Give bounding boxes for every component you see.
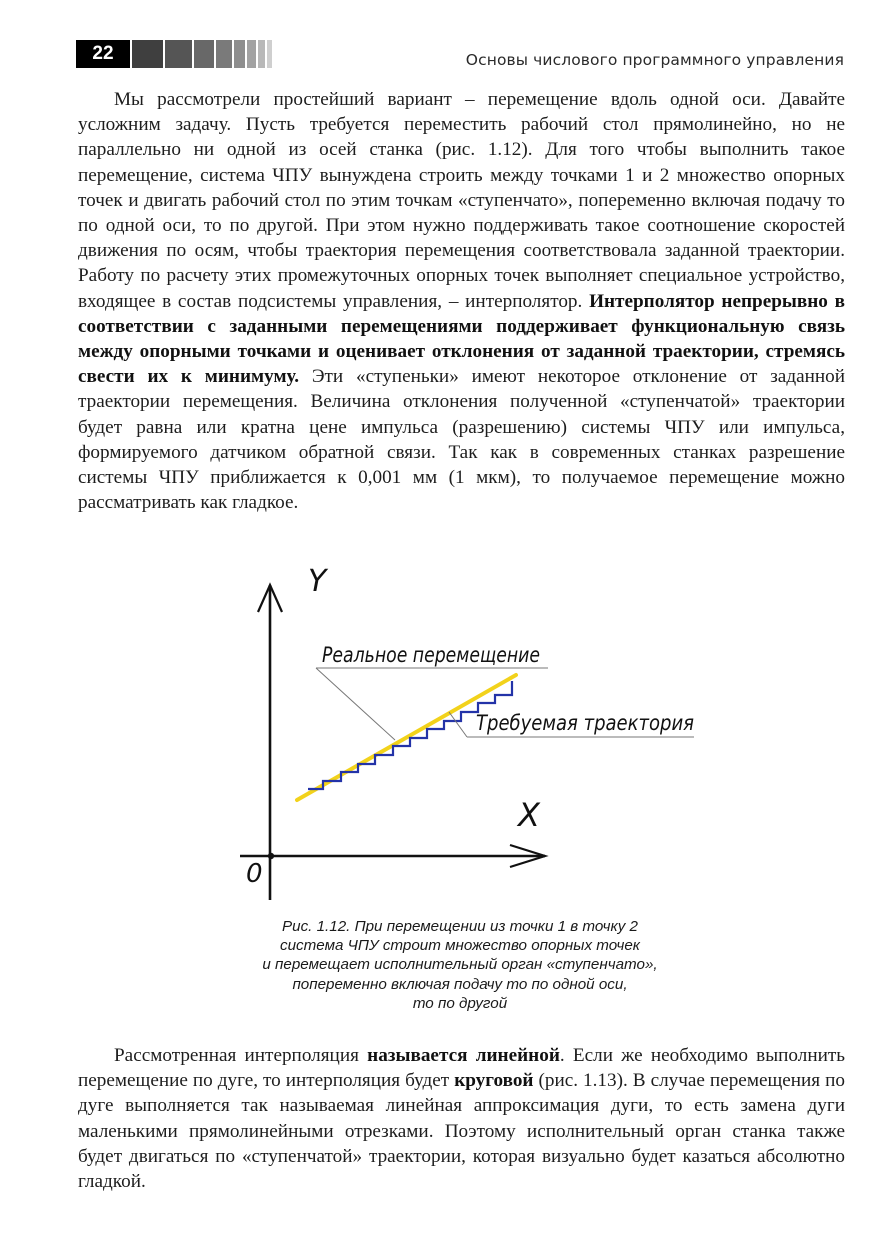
figure-caption: [200, 917, 720, 1013]
label-real-movement: Реальное перемещение: [322, 643, 540, 667]
origin-dot: [268, 853, 274, 859]
caption-line: то по другой: [412, 994, 508, 1012]
x-axis-label: X: [518, 796, 540, 834]
paragraph-text: (рис. 1.13). В случае перемещения по дуге выполняется так называемая линейная аппроксимация дуги, то есть замена дуги маленькими прямолинейными отрезками. Поэтому исполнительный орган станка также будет двигаться по «ступенчатой» траектории, которая визуально будет казаться абсолютно гладкой.: [78, 1070, 845, 1193]
paragraph-text: Эти «ступеньки» имеют некоторое отклонение от заданной траектории перемещения. Величина отклонения полученной «ступенчатой» траектории будет равна или кратна цене импульса (разрешению) системы ЧПУ или импульса, формируемого датчиком обратной связи. Так как в современных станках разрешение системы ЧПУ приближается к 0,001 мм (1 мкм), то получаемое перемещение можно рассматривать как гладкое.: [78, 366, 846, 514]
page-header: [0, 0, 874, 80]
caption-line: и перемещает исполнительный орган «ступенчато»,: [262, 956, 658, 974]
paragraph-text: . Если же необходимо выполнить перемещение по дуге, то интерполяция будет: [78, 1045, 845, 1092]
header-bar: [234, 40, 245, 68]
header-gradient-bars: [132, 40, 272, 68]
y-axis-label: Y: [308, 564, 327, 599]
header-bar: [132, 40, 163, 68]
label-required-trajectory: Требуемая траектория: [476, 711, 694, 735]
figure-1-12: [0, 555, 874, 915]
origin-label: 0: [246, 859, 263, 889]
page-number: 22: [76, 40, 130, 68]
caption-line: Рис. 1.12. При перемещении из точки 1 в точку 2: [282, 918, 638, 935]
header-bar: [258, 40, 265, 68]
header-bar: [216, 40, 232, 68]
term-linear: называется линейной: [367, 1045, 560, 1066]
header-bar: [267, 40, 272, 68]
paragraph-linear-circular: [78, 1043, 845, 1194]
header-bar: [194, 40, 214, 68]
header-bar: [247, 40, 256, 68]
caption-line: попеременно включая подачу то по одной оси,: [292, 975, 628, 993]
term-circular: круговой: [454, 1070, 534, 1092]
paragraph-text: Рассмотренная интерполяция: [114, 1045, 368, 1066]
label-required-leader: [449, 712, 467, 737]
paragraph-interpolator: [78, 87, 845, 515]
interpolation-diagram: [0, 555, 874, 915]
header-bar: [165, 40, 192, 68]
paragraph-text: Мы рассмотрели простейший вариант – перемещение вдоль одной оси. Давайте усложним задачу. Пусть требуется переместить рабочий стол прямолинейно, но не параллельно ни одной из осей станка (рис. 1.12). Для того чтобы выполнить такое перемещение, система ЧПУ вынуждена строить между точками 1 и 2 множество опорных точек и двигать рабочий стол по этим точкам «ступенчато», попеременно включая подачу то по одной оси, то по другой. При этом нужно поддерживать такое соотношение скоростей движения по осям, чтобы траектория перемещения соответствовала заданной траектории. Работу по расчету этих промежуточных опорных точек выполняет специальное устройство, входящее в состав подсистемы управления, – интерполятор.: [78, 89, 845, 312]
label-real-leader: [316, 668, 395, 740]
caption-line: система ЧПУ строит множество опорных точек: [280, 937, 640, 955]
running-title: Основы числового программного управления: [465, 51, 844, 69]
paragraph-bold-definition: Интерполятор непрерывно в соответствии с заданными перемещениями поддерживает функциональную связь между опорными точками и оценивает отклонения от заданной траектории, стремясь свести их к минимуму.: [78, 290, 845, 388]
